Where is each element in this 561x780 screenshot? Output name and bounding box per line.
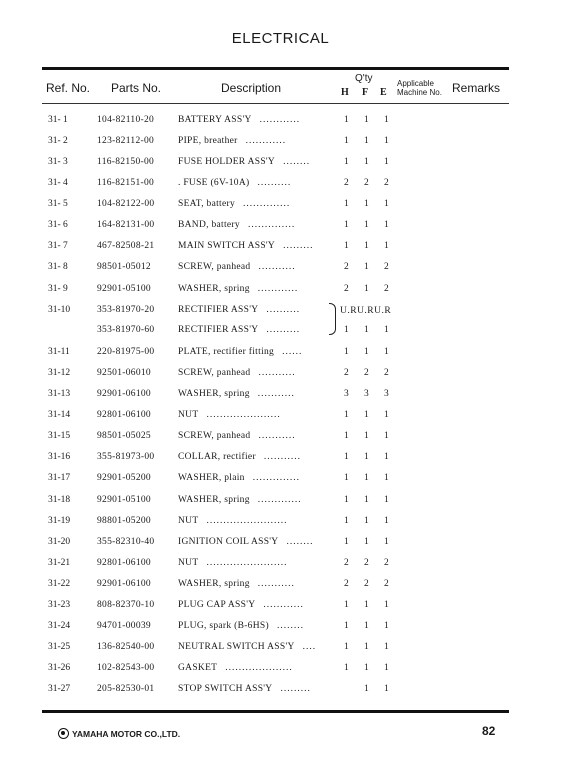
ref-no-cell: 31- 1 — [48, 115, 68, 125]
description-text: IGNITION COIL ASS'Y — [178, 537, 279, 547]
qty-e-cell: 1 — [384, 516, 389, 526]
footer-rule — [42, 710, 509, 713]
qty-e-cell: 1 — [384, 642, 389, 652]
description-text: PLATE, rectifier fitting — [178, 347, 275, 357]
description-cell — [178, 642, 316, 652]
qty-e-cell: 1 — [384, 473, 389, 483]
header-qty: Q'ty — [355, 73, 373, 84]
qty-h-cell: 2 — [344, 178, 349, 188]
ref-no-cell: 31-14 — [48, 410, 71, 420]
description-text: FUSE HOLDER ASS'Y — [178, 157, 276, 167]
leader-dots: .... — [302, 642, 317, 652]
qty-e-cell: 1 — [384, 600, 389, 610]
description-cell — [178, 621, 304, 631]
leader-dots: .......... — [257, 178, 292, 188]
page-number: 82 — [482, 724, 496, 738]
description-cell — [178, 241, 313, 251]
description-text: PLUG CAP ASS'Y — [178, 600, 256, 610]
description-cell — [178, 452, 301, 462]
header-bottom-rule — [42, 103, 509, 104]
qty-e-cell: 1 — [384, 621, 389, 631]
qty-h-cell: 2 — [344, 579, 349, 589]
ref-no-cell: 31-19 — [48, 516, 71, 526]
qty-f-cell: 1 — [364, 431, 369, 441]
qty-h-cell: 1 — [344, 452, 349, 462]
qty-h-cell: 1 — [344, 410, 349, 420]
description-text: WASHER, spring — [178, 495, 250, 505]
description-cell — [178, 473, 300, 483]
table-row — [0, 389, 561, 409]
ref-no-cell: 31- 6 — [48, 220, 68, 230]
ref-no-cell: 31-11 — [48, 347, 70, 357]
qty-f-cell: 1 — [364, 621, 369, 631]
parts-no-cell: 102-82543-00 — [97, 663, 155, 673]
qty-f-cell: 1 — [364, 347, 369, 357]
qty-h-cell: 1 — [344, 495, 349, 505]
qty-h-cell: 1 — [344, 199, 349, 209]
rectifier-brace — [329, 303, 336, 335]
ref-no-cell: 31-12 — [48, 368, 71, 378]
qty-h-cell: 1 — [344, 600, 349, 610]
table-row — [0, 516, 561, 536]
ref-no-cell: 31-15 — [48, 431, 71, 441]
description-cell — [178, 220, 295, 230]
ref-no-cell: 31-21 — [48, 558, 71, 568]
leader-dots: .......... — [266, 305, 301, 315]
parts-no-cell: 92901-06100 — [97, 389, 151, 399]
qty-e-cell: 1 — [384, 684, 389, 694]
description-cell — [178, 495, 302, 505]
leader-dots: ........... — [258, 262, 296, 272]
qty-e-cell: 1 — [384, 136, 389, 146]
rectifier-note: U.RU.RU.R — [340, 306, 392, 316]
qty-e-cell: 1 — [384, 325, 389, 335]
description-text: SCREW, panhead — [178, 431, 251, 441]
description-text: . FUSE (6V-10A) — [178, 178, 250, 188]
parts-no-cell: 136-82540-00 — [97, 642, 155, 652]
parts-no-cell: 353-81970-20 — [97, 305, 155, 315]
qty-h-cell: 1 — [344, 136, 349, 146]
parts-no-cell: 220-81975-00 — [97, 347, 155, 357]
description-text: MAIN SWITCH ASS'Y — [178, 241, 276, 251]
table-row — [0, 431, 561, 451]
leader-dots: ........ — [276, 621, 304, 631]
description-text: RECTIFIER ASS'Y — [178, 305, 259, 315]
leader-dots: .......... — [266, 325, 301, 335]
parts-no-cell: 98501-05012 — [97, 262, 151, 272]
qty-e-cell: 2 — [384, 262, 389, 272]
parts-no-cell: 98801-05200 — [97, 516, 151, 526]
parts-no-cell: 92801-06100 — [97, 558, 151, 568]
description-text: WASHER, plain — [178, 473, 245, 483]
ref-no-cell: 31-27 — [48, 684, 71, 694]
qty-f-cell: 2 — [364, 579, 369, 589]
parts-no-cell: 92801-06100 — [97, 410, 151, 420]
parts-no-cell: 104-82122-00 — [97, 199, 155, 209]
qty-h-cell: 2 — [344, 368, 349, 378]
page-title: ELECTRICAL — [231, 30, 330, 47]
qty-f-cell: 1 — [364, 262, 369, 272]
ref-no-cell: 31-25 — [48, 642, 71, 652]
table-row — [0, 452, 561, 472]
ref-no-cell: 31-16 — [48, 452, 71, 462]
leader-dots: ........... — [263, 452, 302, 462]
description-text: WASHER, spring — [178, 284, 250, 294]
header-remarks: Remarks — [452, 81, 501, 95]
parts-no-cell: 353-81970-60 — [97, 325, 155, 335]
description-text: NUT — [178, 516, 199, 526]
header-applicable-line1: Applicable — [397, 79, 434, 88]
parts-no-cell: 92901-05100 — [97, 284, 151, 294]
description-text: COLLAR, rectifier — [178, 452, 256, 462]
parts-no-cell: 104-82110-20 — [97, 115, 155, 125]
table-row — [0, 241, 561, 261]
qty-e-cell: 2 — [384, 178, 389, 188]
qty-h-cell: 1 — [344, 642, 349, 652]
table-row — [0, 325, 561, 345]
description-text: GASKET — [178, 663, 218, 673]
leader-dots: ........... — [258, 368, 296, 378]
leader-dots: ............ — [259, 115, 301, 125]
qty-e-cell: 1 — [384, 241, 389, 251]
description-text: STOP SWITCH ASS'Y — [178, 684, 273, 694]
table-row — [0, 495, 561, 515]
table-row — [0, 579, 561, 599]
ref-no-cell: 31- 4 — [48, 178, 68, 188]
leader-dots: ........................ — [206, 558, 288, 568]
qty-f-cell: 1 — [364, 136, 369, 146]
qty-f-cell: 1 — [364, 537, 369, 547]
qty-f-cell: 1 — [364, 220, 369, 230]
ref-no-cell: 31- 7 — [48, 241, 68, 251]
description-text: NUT — [178, 410, 199, 420]
ref-no-cell: 31-13 — [48, 389, 71, 399]
description-cell — [178, 136, 286, 146]
description-cell — [178, 199, 290, 209]
description-text: SCREW, panhead — [178, 368, 251, 378]
qty-e-cell: 1 — [384, 663, 389, 673]
parts-no-cell: 92901-05200 — [97, 473, 151, 483]
company-name: YAMAHA MOTOR CO.,LTD. — [72, 728, 181, 739]
qty-f-cell: 1 — [364, 199, 369, 209]
parts-no-cell: 92501-06010 — [97, 368, 151, 378]
parts-no-cell: 92901-05100 — [97, 495, 151, 505]
leader-dots: ......... — [280, 684, 311, 694]
description-cell — [178, 284, 298, 294]
qty-f-cell: 2 — [364, 558, 369, 568]
yamaha-logo-icon — [58, 728, 69, 739]
qty-e-cell: 1 — [384, 495, 389, 505]
qty-f-cell: 2 — [364, 368, 369, 378]
qty-e-cell: 1 — [384, 431, 389, 441]
ref-no-cell: 31-20 — [48, 537, 71, 547]
leader-dots: ........... — [257, 389, 295, 399]
leader-dots: ............ — [263, 600, 304, 610]
leader-dots: .............. — [252, 473, 300, 483]
qty-f-cell: 1 — [364, 684, 369, 694]
header-description: Description — [221, 81, 282, 95]
table-row — [0, 136, 561, 156]
header-qty-h: H — [341, 87, 349, 98]
table-row — [0, 410, 561, 430]
leader-dots: ........................ — [206, 516, 288, 526]
qty-h-cell: 1 — [344, 157, 349, 167]
description-text: SEAT, battery — [178, 199, 236, 209]
qty-f-cell: 1 — [364, 452, 369, 462]
leader-dots: ............. — [257, 495, 302, 505]
parts-no-cell: 355-81973-00 — [97, 452, 155, 462]
table-row — [0, 600, 561, 620]
leader-dots: .............. — [243, 199, 291, 209]
qty-e-cell: 1 — [384, 220, 389, 230]
parts-no-cell: 355-82310-40 — [97, 537, 155, 547]
header-parts-no: Parts No. — [111, 81, 162, 95]
description-cell — [178, 157, 310, 167]
parts-no-cell: 164-82131-00 — [97, 220, 155, 230]
parts-no-cell: 205-82530-01 — [97, 684, 155, 694]
qty-h-cell: 1 — [344, 473, 349, 483]
ref-no-cell: 31- 5 — [48, 199, 68, 209]
description-cell — [178, 410, 281, 420]
table-row — [0, 642, 561, 662]
parts-no-cell: 116-82151-00 — [97, 178, 155, 188]
qty-f-cell: 1 — [364, 663, 369, 673]
description-cell — [178, 115, 300, 125]
description-text: WASHER, spring — [178, 579, 250, 589]
description-cell — [178, 178, 291, 188]
qty-f-cell: 1 — [364, 325, 369, 335]
table-row — [0, 157, 561, 177]
qty-e-cell: 2 — [384, 579, 389, 589]
qty-e-cell: 1 — [384, 347, 389, 357]
parts-no-cell: 98501-05025 — [97, 431, 151, 441]
description-cell — [178, 600, 304, 610]
description-cell — [178, 516, 287, 526]
table-row — [0, 368, 561, 388]
qty-h-cell: 3 — [344, 389, 349, 399]
ref-no-cell: 31-17 — [48, 473, 71, 483]
qty-e-cell: 2 — [384, 558, 389, 568]
table-row — [0, 621, 561, 641]
qty-e-cell: 1 — [384, 199, 389, 209]
leader-dots: ........... — [258, 431, 296, 441]
qty-e-cell: 1 — [384, 410, 389, 420]
table-row — [0, 220, 561, 240]
ref-no-cell: 31- 3 — [48, 157, 68, 167]
ref-no-cell: 31-18 — [48, 495, 71, 505]
description-text: PLUG, spark (B-6HS) — [178, 621, 269, 631]
qty-f-cell: 2 — [364, 178, 369, 188]
company-logo — [58, 728, 180, 739]
leader-dots: ......... — [283, 241, 314, 251]
qty-f-cell: 1 — [364, 115, 369, 125]
description-cell — [178, 305, 300, 315]
qty-h-cell: 1 — [344, 516, 349, 526]
qty-h-cell: 1 — [344, 663, 349, 673]
leader-dots: ........... — [257, 579, 295, 589]
leader-dots: ........ — [283, 157, 311, 167]
description-text: BATTERY ASS'Y — [178, 115, 252, 125]
description-cell — [178, 663, 293, 673]
qty-f-cell: 1 — [364, 495, 369, 505]
description-text: PIPE, breather — [178, 136, 238, 146]
qty-e-cell: 1 — [384, 537, 389, 547]
qty-e-cell: 2 — [384, 368, 389, 378]
leader-dots: ...... — [282, 347, 303, 357]
table-row — [0, 305, 561, 325]
qty-f-cell: 1 — [364, 600, 369, 610]
table-row — [0, 115, 561, 135]
qty-h-cell: 2 — [344, 558, 349, 568]
description-cell — [178, 389, 295, 399]
ref-no-cell: 31- 9 — [48, 284, 68, 294]
ref-no-cell: 31- 8 — [48, 262, 68, 272]
description-cell — [178, 347, 302, 357]
qty-h-cell: 1 — [344, 431, 349, 441]
leader-dots: ........ — [286, 537, 314, 547]
qty-e-cell: 3 — [384, 389, 389, 399]
description-cell — [178, 325, 300, 335]
table-row — [0, 537, 561, 557]
header-qty-f: F — [362, 87, 369, 98]
qty-e-cell: 1 — [384, 157, 389, 167]
leader-dots: ............ — [245, 136, 287, 146]
description-cell — [178, 431, 296, 441]
parts-no-cell: 92901-06100 — [97, 579, 151, 589]
qty-h-cell: 1 — [344, 347, 349, 357]
ref-no-cell: 31-24 — [48, 621, 71, 631]
qty-h-cell: 1 — [344, 621, 349, 631]
qty-h-cell: 1 — [344, 115, 349, 125]
header-ref-no: Ref. No. — [46, 81, 91, 95]
qty-f-cell: 1 — [364, 642, 369, 652]
qty-h-cell: 2 — [344, 262, 349, 272]
qty-f-cell: 1 — [364, 473, 369, 483]
qty-h-cell: 1 — [344, 325, 349, 335]
description-text: NUT — [178, 558, 199, 568]
qty-e-cell: 1 — [384, 452, 389, 462]
table-row — [0, 347, 561, 367]
leader-dots: ...................... — [206, 410, 281, 420]
ref-no-cell: 31-22 — [48, 579, 71, 589]
ref-no-cell: 31-26 — [48, 663, 71, 673]
description-cell — [178, 537, 313, 547]
description-cell — [178, 684, 311, 694]
description-text: WASHER, spring — [178, 389, 250, 399]
parts-no-cell: 808-82370-10 — [97, 600, 155, 610]
description-text: BAND, battery — [178, 220, 240, 230]
description-cell — [178, 579, 295, 589]
description-cell — [178, 558, 287, 568]
qty-e-cell: 1 — [384, 115, 389, 125]
ref-no-cell: 31-10 — [48, 305, 71, 315]
table-row — [0, 199, 561, 219]
ref-no-cell: 31-23 — [48, 600, 71, 610]
parts-no-cell: 123-82112-00 — [97, 136, 155, 146]
qty-e-cell: 2 — [384, 284, 389, 294]
description-text: SCREW, panhead — [178, 262, 251, 272]
qty-f-cell: 1 — [364, 284, 369, 294]
table-row — [0, 284, 561, 304]
table-row — [0, 473, 561, 493]
qty-h-cell: 2 — [344, 284, 349, 294]
ref-no-cell: 31- 2 — [48, 136, 68, 146]
table-row — [0, 178, 561, 198]
qty-h-cell: 1 — [344, 220, 349, 230]
qty-f-cell: 3 — [364, 389, 369, 399]
qty-f-cell: 1 — [364, 241, 369, 251]
leader-dots: .............. — [247, 220, 296, 230]
leader-dots: ............ — [257, 284, 299, 294]
qty-f-cell: 1 — [364, 516, 369, 526]
description-text: RECTIFIER ASS'Y — [178, 325, 259, 335]
parts-no-cell: 116-82150-00 — [97, 157, 155, 167]
description-text: NEUTRAL SWITCH ASS'Y — [178, 642, 295, 652]
header-applicable — [397, 79, 442, 97]
qty-f-cell: 1 — [364, 410, 369, 420]
table-row — [0, 684, 561, 704]
header-applicable-line2: Machine No. — [397, 88, 442, 97]
table-row — [0, 558, 561, 578]
description-cell — [178, 368, 296, 378]
header-top-rule — [42, 67, 509, 70]
qty-f-cell: 1 — [364, 157, 369, 167]
header-qty-e: E — [380, 87, 387, 98]
description-cell — [178, 262, 296, 272]
leader-dots: .................... — [225, 663, 293, 673]
table-row — [0, 663, 561, 683]
table-row — [0, 262, 561, 282]
parts-no-cell: 94701-00039 — [97, 621, 151, 631]
qty-h-cell: 1 — [344, 537, 349, 547]
qty-h-cell: 1 — [344, 241, 349, 251]
parts-no-cell: 467-82508-21 — [97, 241, 155, 251]
